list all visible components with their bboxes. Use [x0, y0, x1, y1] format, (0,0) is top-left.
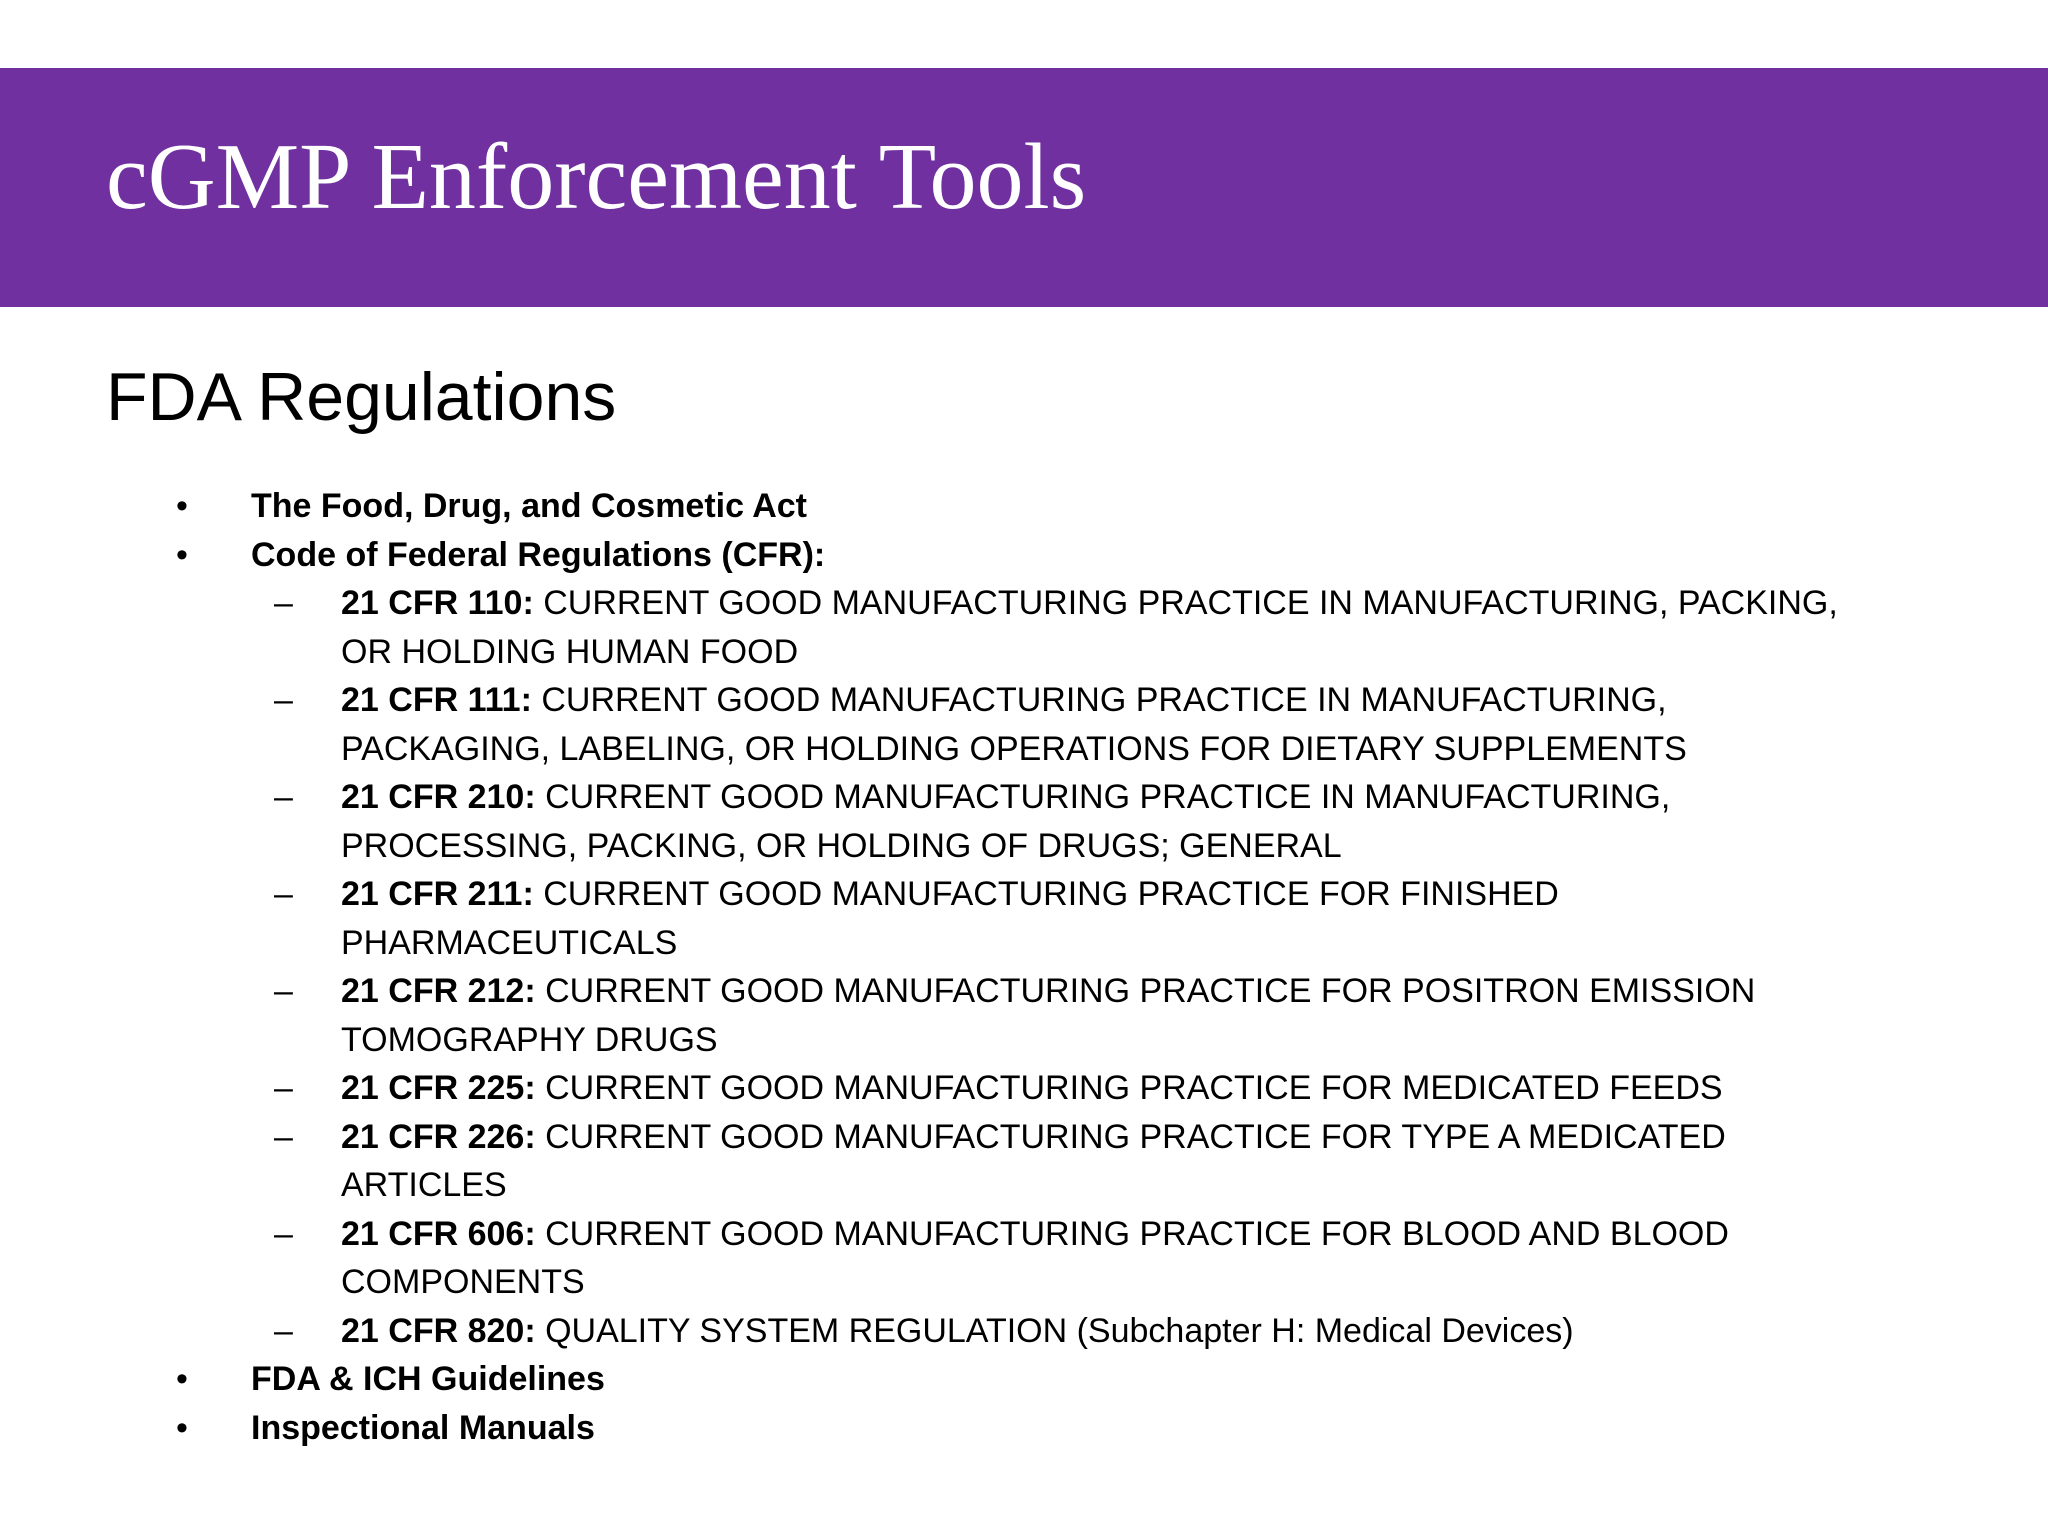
cfr-description: CURRENT GOOD MANUFACTURING PRACTICE FOR BLOOD AND BLOOD COMPONENTS	[341, 1214, 1729, 1301]
cfr-code: 21 CFR 110:	[341, 584, 534, 622]
bullet-text: The Food, Drug, and Cosmetic Act	[251, 487, 807, 525]
bullet-item	[0, 531, 2048, 580]
cfr-code: 21 CFR 211:	[341, 875, 534, 913]
cfr-code: 21 CFR 210:	[341, 778, 536, 816]
bullet-text: FDA & ICH Guidelines	[251, 1360, 605, 1398]
dash-icon: –	[274, 584, 293, 622]
slide-subtitle: FDA Regulations	[106, 359, 617, 435]
dash-icon: –	[274, 1214, 293, 1253]
bullet-item	[0, 1355, 2048, 1404]
cfr-description: CURRENT GOOD MANUFACTURING PRACTICE FOR MEDICATED FEEDS	[545, 1069, 1723, 1107]
cfr-code: 21 CFR 820:	[341, 1311, 536, 1350]
cfr-description: QUALITY SYSTEM REGULATION (Subchapter H: Medical Devices)	[545, 1311, 1574, 1350]
sub-bullet-item	[0, 1307, 1881, 1356]
sub-bullet-item	[0, 1113, 1881, 1210]
bullet-icon: •	[176, 487, 188, 525]
bullet-icon: •	[176, 1408, 188, 1447]
sub-bullet-item	[0, 1210, 1881, 1307]
bullet-item	[0, 1404, 2048, 1453]
cfr-description: CURRENT GOOD MANUFACTURING PRACTICE IN MANUFACTURING, PACKING, OR HOLDING HUMAN FOOD	[341, 584, 1838, 671]
slide-title: cGMP Enforcement Tools	[106, 125, 1087, 229]
sub-bullet-item	[0, 676, 1881, 773]
bullet-icon: •	[176, 1360, 188, 1398]
bullet-icon: •	[176, 535, 188, 574]
bullet-text: Inspectional Manuals	[251, 1408, 595, 1447]
dash-icon: –	[274, 875, 293, 913]
sub-bullet-item	[0, 967, 1881, 1064]
cfr-code: 21 CFR 606:	[341, 1214, 536, 1253]
bullet-list	[0, 482, 2048, 1452]
cfr-description: CURRENT GOOD MANUFACTURING PRACTICE FOR TYPE A MEDICATED ARTICLES	[341, 1117, 1726, 1204]
cfr-code: 21 CFR 212:	[341, 972, 536, 1010]
bullet-text: Code of Federal Regulations (CFR):	[251, 535, 826, 574]
dash-icon: –	[274, 1311, 293, 1350]
dash-icon: –	[274, 1117, 293, 1156]
sub-bullet-item	[0, 579, 1881, 676]
cfr-description: CURRENT GOOD MANUFACTURING PRACTICE IN MANUFACTURING, PROCESSING, PACKING, OR HOLDING OF DRUGS; GENERAL	[341, 778, 1671, 865]
cfr-code: 21 CFR 111:	[341, 681, 532, 719]
sub-bullet-item	[0, 870, 1881, 967]
dash-icon: –	[274, 778, 293, 816]
dash-icon: –	[274, 1069, 293, 1107]
cfr-description: CURRENT GOOD MANUFACTURING PRACTICE FOR FINISHED PHARMACEUTICALS	[341, 875, 1559, 962]
cfr-code: 21 CFR 225:	[341, 1069, 536, 1107]
sub-bullet-item	[0, 1064, 1881, 1113]
dash-icon: –	[274, 681, 293, 719]
dash-icon: –	[274, 972, 293, 1010]
cfr-code: 21 CFR 226:	[341, 1117, 536, 1156]
sub-bullet-item	[0, 773, 1881, 870]
cfr-description: CURRENT GOOD MANUFACTURING PRACTICE IN MANUFACTURING, PACKAGING, LABELING, OR HOLDING OPERATIONS FOR DIETARY SUPPLEMENTS	[341, 681, 1687, 768]
bullet-item	[0, 482, 2048, 531]
cfr-description: CURRENT GOOD MANUFACTURING PRACTICE FOR POSITRON EMISSION TOMOGRAPHY DRUGS	[341, 972, 1756, 1059]
